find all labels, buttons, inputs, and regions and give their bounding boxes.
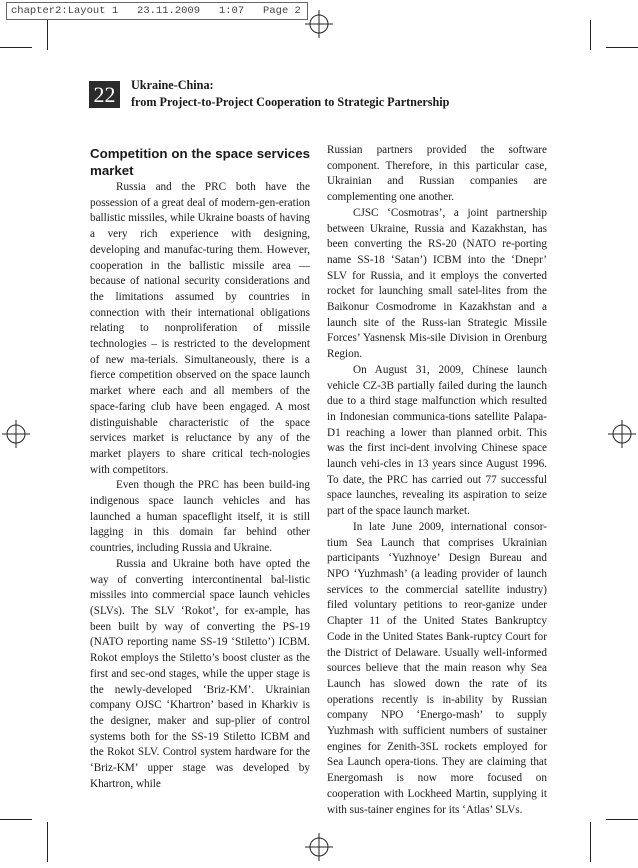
- registration-mark-icon: [608, 420, 636, 448]
- paragraph: Russia and the PRC both have the possession of a great deal of modern-gen-eration ballistic missiles, while Ukraine boasts of having a very rich experience with designing, developing and manufac-turing them. However, cooperation in the ballistic missile area — because of national security considerations and the limitations assumed by countries in connection with their international obligations relating to nonproliferation of missile technologies – is restricted to the development of new ma-terials. Simultaneously, there is a fierce competition observed on the space launch market where each and all members of the space-faring club have been engaged. A most distinguishable characteristic of the space services market is reluctance by any of the market players to share critical tech-nologies with competitors.: [90, 181, 310, 476]
- header-title: [131, 77, 449, 111]
- crop-mark: [590, 20, 591, 50]
- crop-mark: [0, 47, 32, 48]
- crop-mark: [0, 819, 32, 820]
- registration-mark-icon: [2, 420, 30, 448]
- registration-mark-icon: [305, 833, 333, 861]
- left-column: [90, 144, 310, 792]
- crop-mark: [590, 822, 591, 862]
- page-number: 22: [89, 81, 120, 108]
- paragraph: Russian partners provided the software component. Therefore, in this particular case, Ukrainian and Russian companies are complementing one another.: [327, 144, 547, 204]
- crop-mark: [606, 819, 638, 820]
- crop-mark: [47, 822, 48, 862]
- header-title-line2: from Project-to-Project Cooperation to Strategic Partnership: [131, 95, 450, 109]
- running-header: [89, 77, 559, 111]
- right-column: [327, 143, 547, 818]
- paragraph: Russia and Ukraine both have opted the way of converting intercontinental bal-listic missiles into commercial space launch vehicles (SLVs). The SLV ‘Rokot’, for ex-ample, has been built by way of converting the PS-19 (NATO reporting name SS-19 ‘Stiletto’) ICBM. Rokot employs the Stiletto’s boost cluster as the first and sec-ond stages, while the upper stage is the newly-developed ‘Briz-KM’. Ukrainian company OJSC ‘Khartron’ based in Kharkiv is the designer, maker and sup-plier of control systems both for the SS-19 Stiletto ICBM and the Rokot SLV. Control system hardware for the ‘Briz-KM’ upper stage was developed by Khartron, while: [90, 557, 310, 790]
- paragraph: In late June 2009, international consor-tium Sea Launch that comprises Ukrainian participants ‘Yuzhnoye’ Design Bureau and NPO ‘Yuzhmash’ (a leading provider of launch services to the commercial satellite industry) filed voluntary petitions to reor-ganize under Chapter 11 of the United States Bankruptcy Code in the United States Bank-ruptcy Court for the District of Delaware. Usually well-informed sources believe that the main reason why Sea Launch has slowed down the rate of its operations recently is in-ability by Russian company NPO ‘Energo-mash’ to supply Yuzhmash with sufficient numbers of sustainer engines for Zenith-3SL rockets employed for Sea Launch opera-tions. They are claiming that Energomash is now more focused on cooperation with Lockheed Martin, supplying it with sus-tainer engines for its ‘Atlas’ SLVs.: [327, 520, 547, 816]
- paragraph: CJSC ‘Cosmotras’, a joint partnership between Ukraine, Russia and Kazakhstan, has been converting the RS-20 (NATO re-porting name SS-18 ‘Satan’) ICBM into the ‘Dnepr’ SLV for Russia, and it employs the converted rocket for launching small satel-lites from the Baikonur Cosmodrome in Kazakhstan and a launch site of the Russ-ian Strategic Missile Forces’ Yasnensk Mis-sile Division in Orenburg Region.: [327, 206, 547, 361]
- crop-mark: [606, 47, 638, 48]
- print-slug: chapter2:Layout 1 23.11.2009 1:07 Page 2: [6, 2, 308, 20]
- registration-mark-icon: [305, 10, 333, 38]
- header-title-line1: Ukraine-China:: [131, 78, 214, 92]
- crop-mark: [47, 20, 48, 50]
- section-title: Competition on the space services market: [90, 146, 310, 178]
- paragraph: On August 31, 2009, Chinese launch vehicle CZ-3B partially failed during the launch due to a third stage malfunction which resulted in Indonesian communica-tions satellite Palapa-D1 reaching a lower than planned orbit. This was the first inci-dent involving Chinese space launch vehi-cles in 13 years since August 1996. To date, the PRC has carried out 77 successful space launches, revealing its aspiration to seize part of the space launch market.: [327, 363, 547, 518]
- paragraph: Even though the PRC has been build-ing indigenous space launch vehicles and has launched a human spaceflight itself, it is still lagging in this domain far behind other countries, including Russia and Ukraine.: [90, 479, 310, 555]
